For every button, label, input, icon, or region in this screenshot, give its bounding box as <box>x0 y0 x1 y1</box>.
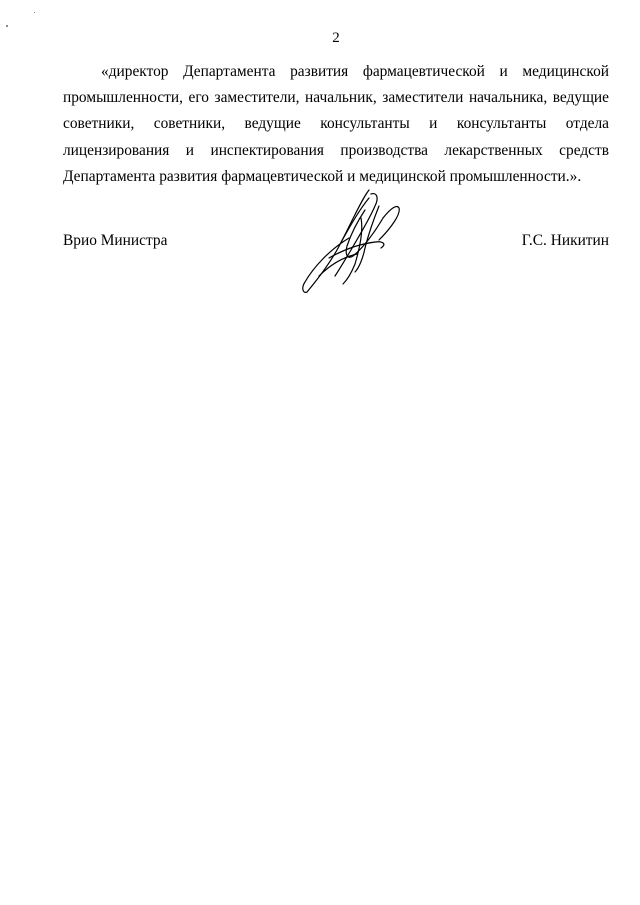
scan-artifact <box>6 25 8 27</box>
scan-artifact <box>34 12 35 13</box>
page-number: 2 <box>332 30 340 46</box>
signer-position: Врио Министра <box>63 232 168 249</box>
signer-name: Г.С. Никитин <box>521 232 609 249</box>
body-paragraph: «директор Департамента развития фармацевтической и медицинской промышленности, его заместители, начальник, заместители начальника, ведущие советники, советники, ведущие консультанты и консультанты отдела лицензирования и инспектирования производства лекарственных средств Департамента развития фармацевтической и медицинской промышленности.». <box>63 63 609 185</box>
signature-block <box>63 232 609 302</box>
handwritten-signature <box>299 188 409 296</box>
